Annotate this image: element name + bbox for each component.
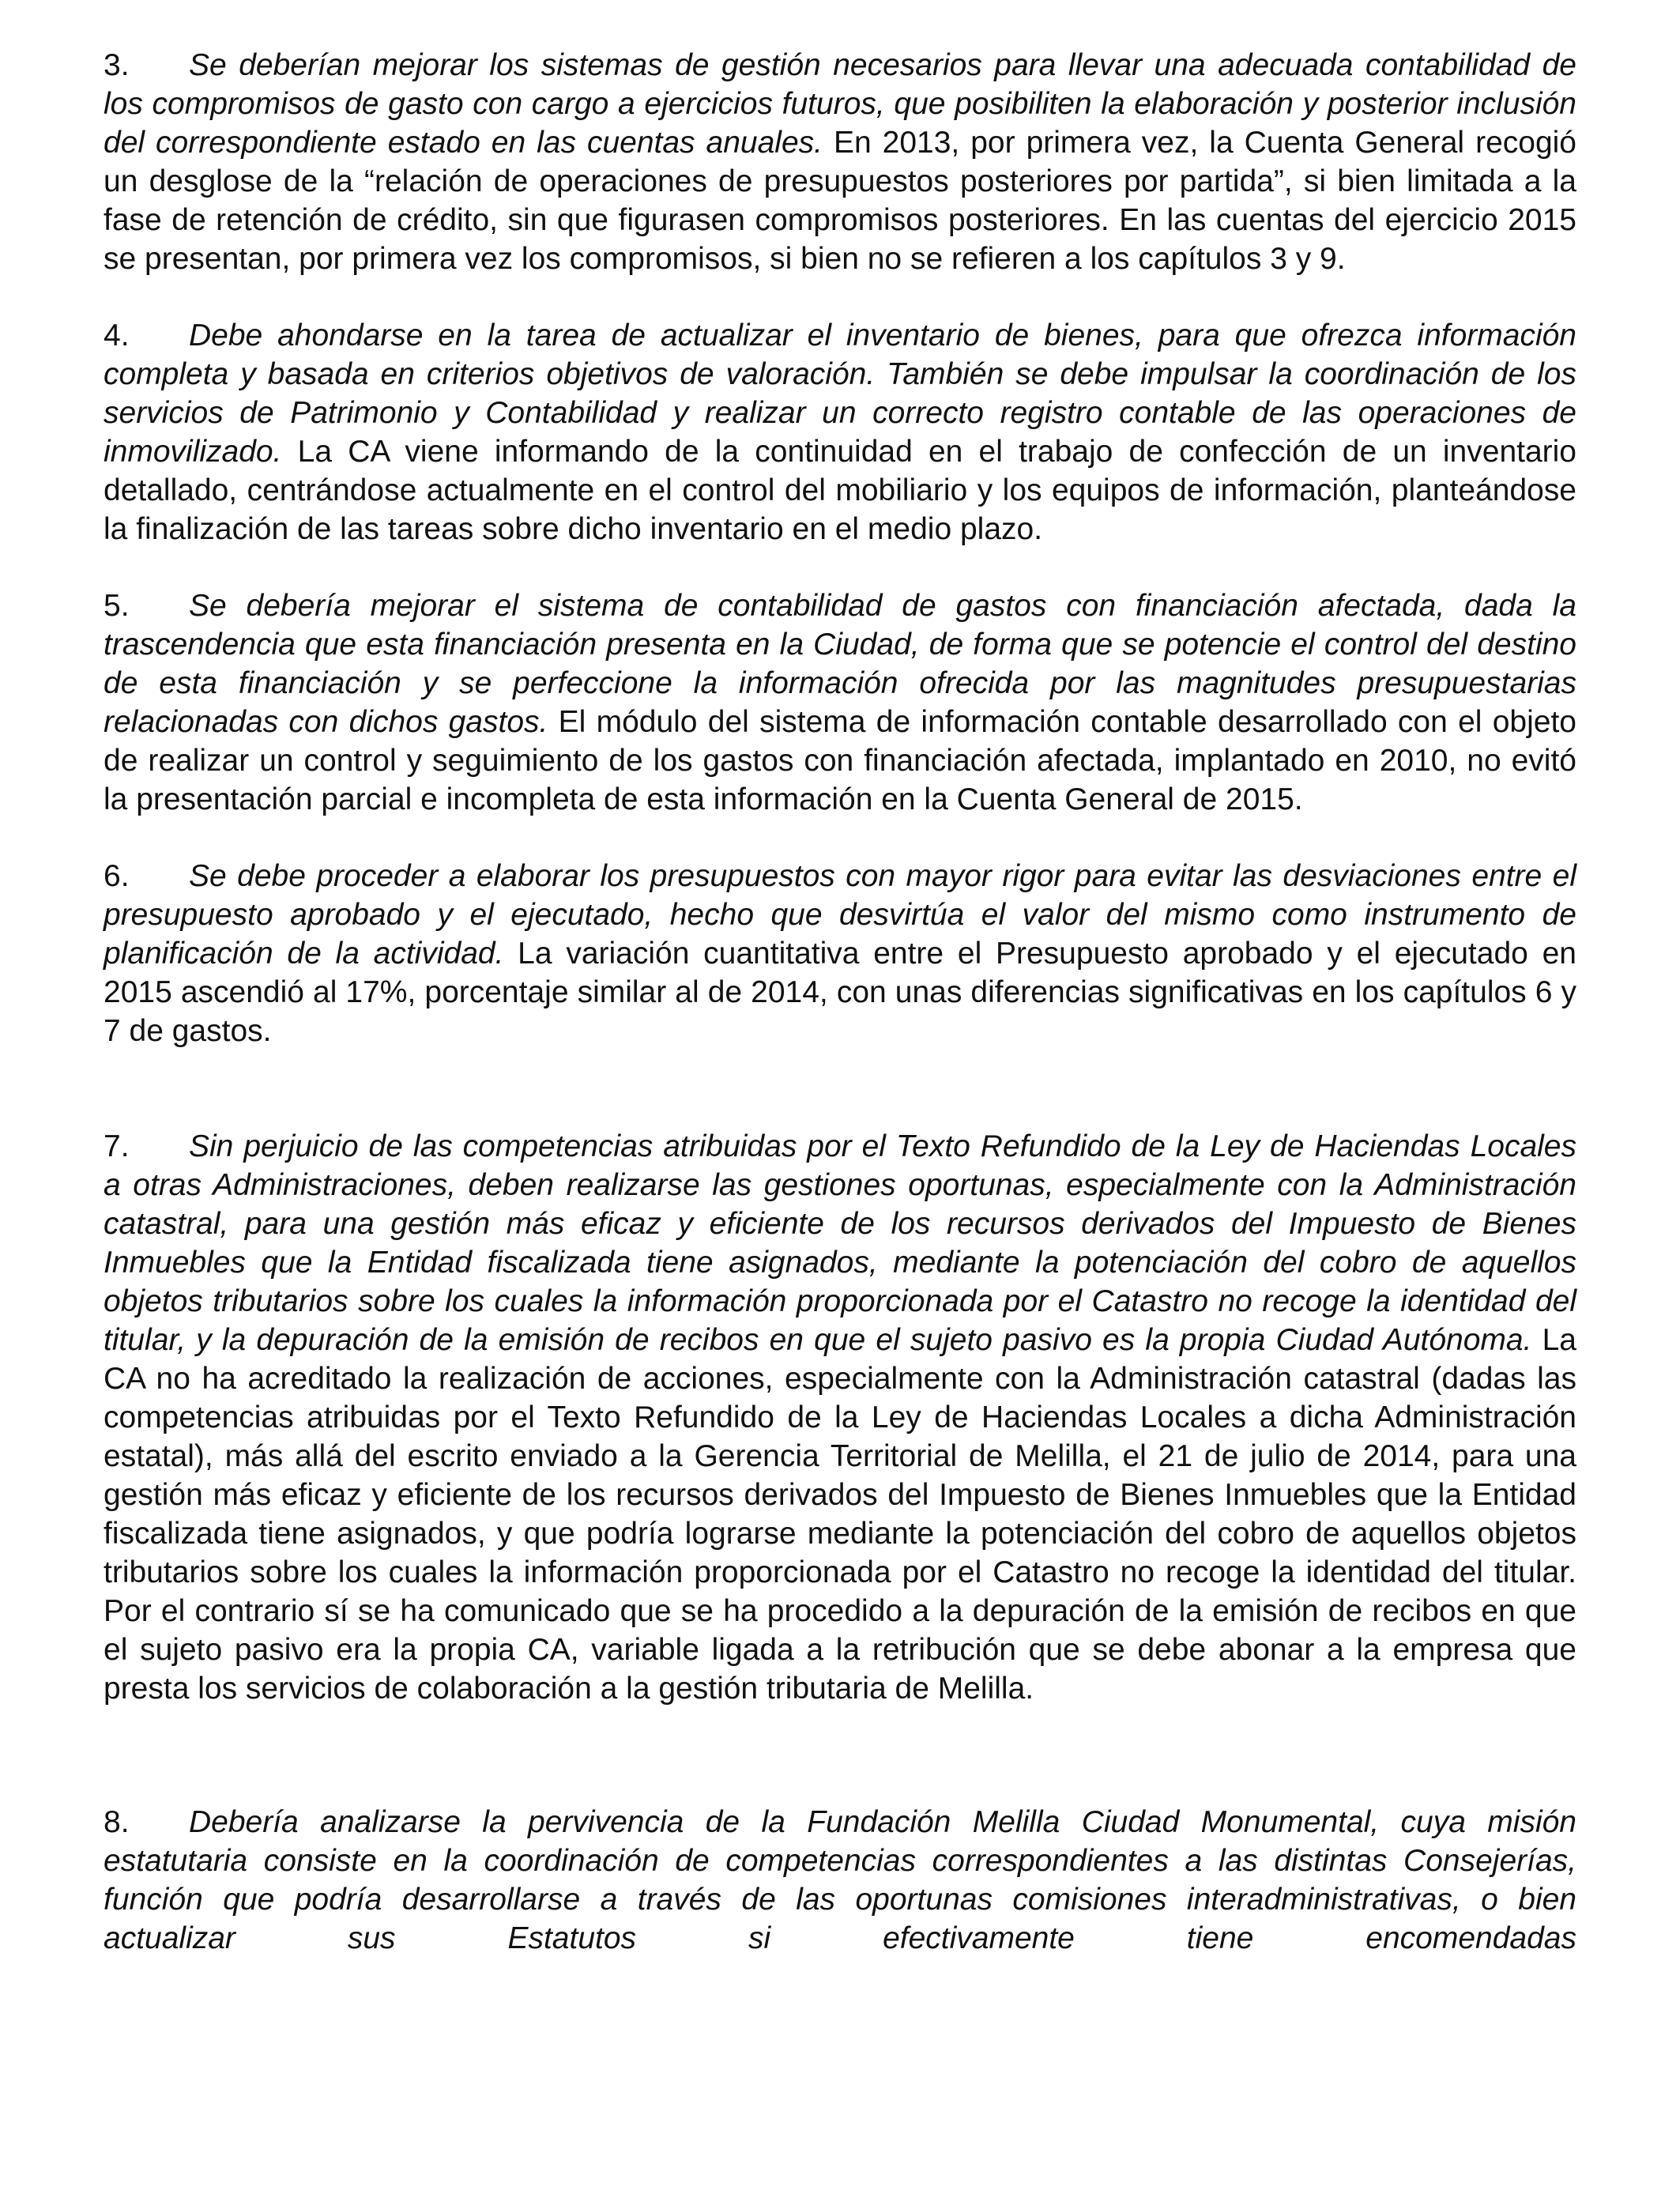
paragraph-number: 5. bbox=[104, 589, 130, 623]
paragraph-number: 3. bbox=[104, 48, 130, 82]
paragraph-number: 8. bbox=[104, 1805, 130, 1839]
recommendation-text: Debe ahondarse en la tarea de actualizar el inventario de bienes, para que ofrezca información completa y basada en criterios objetivos de valoración. También se debe impulsar la coordinación de los servicios de Patrimonio y Contabilidad y realizar un correcto registro contable de las operaciones de inmovilizado. bbox=[104, 319, 1576, 469]
status-text: La CA viene informando de la continuidad en el trabajo de confección de un inventario detallado, centrándose actualmente en el control del mobiliario y los equipos de información, planteándose la finalización de las tareas sobre dicho inventario en el medio plazo. bbox=[104, 435, 1576, 546]
recommendation-paragraph-8 bbox=[104, 1803, 1576, 1958]
recommendation-text: Debería analizarse la pervivencia de la Fundación Melilla Ciudad Monumental, cuya misión estatutaria consiste en la coordinación de competencias correspondientes a las distintas Consejerías, función que podría desarrollarse a través de las oportunas comisiones interadministrativas, o bien actualizar sus Estatutos si efectivamente tiene encomendadas bbox=[104, 1805, 1576, 1955]
status-text: La CA no ha acreditado la realización de acciones, especialmente con la Administración catastral (dadas las competencias atribuidas por el Texto Refundido de la Ley de Haciendas Locales a dicha Administración estatal), más allá del escrito enviado a la Gerencia Territorial de Melilla, el 21 de julio de 2014, para una gestión más eficaz y eficiente de los recursos derivados del Impuesto de Bienes Inmuebles que la Entidad fiscalizada tiene asignados, y que podría lograrse mediante la potenciación del cobro de aquellos objetos tributarios sobre los cuales la información proporcionada por el Catastro no recoge la identidad del titular. Por el contrario sí se ha comunicado que se ha procedido a la depuración de la emisión de recibos en que el sujeto pasivo era la propia CA, variable ligada a la retribución que se debe abonar a la empresa que presta los servicios de colaboración a la gestión tributaria de Melilla. bbox=[104, 1323, 1577, 1706]
recommendation-text: Se deberían mejorar los sistemas de gestión necesarios para llevar una adecuada contabilidad de los compromisos de gasto con cargo a ejercicios futuros, que posibiliten la elaboración y posterior inclusión del correspondiente estado en las cuentas anuales. bbox=[104, 48, 1576, 160]
status-text: La variación cuantitativa entre el Presupuesto aprobado y el ejecutado en 2015 ascendió al 17%, porcentaje similar al de 2014, con unas diferencias significativas en los capítulos 6 y 7 de gastos. bbox=[104, 937, 1576, 1048]
recommendation-text: Se debe proceder a elaborar los presupuestos con mayor rigor para evitar las desviaciones entre el presupuesto aprobado y el ejecutado, hecho que desvirtúa el valor del mismo como instrumento de planificación de la actividad. bbox=[104, 859, 1576, 971]
recommendation-text: Se debería mejorar el sistema de contabilidad de gastos con financiación afectada, dada la trascendencia que esta financiación presenta en la Ciudad, de forma que se potencie el control del destino de esta financiación y se perfeccione la información ofrecida por las magnitudes presupuestarias relacionadas con dichos gastos. bbox=[104, 589, 1576, 739]
recommendation-paragraph-4 bbox=[104, 316, 1576, 548]
paragraph-number: 4. bbox=[104, 319, 130, 352]
recommendation-paragraph-5 bbox=[104, 586, 1576, 819]
status-text: En 2013, por primera vez, la Cuenta General recogió un desglose de la “relación de operaciones de presupuestos posteriores por partida”, si bien limitada a la fase de retención de crédito, sin que figurasen compromisos posteriores. En las cuentas del ejercicio 2015 se presentan, por primera vez los compromisos, si bien no se refieren a los capítulos 3 y 9. bbox=[104, 126, 1576, 276]
paragraph-number: 7. bbox=[104, 1129, 130, 1163]
recommendation-text: Sin perjuicio de las competencias atribuidas por el Texto Refundido de la Ley de Haciendas Locales a otras Administraciones, deben realizarse las gestiones oportunas, especialmente con la Administración catastral, para una gestión más eficaz y eficiente de los recursos derivados del Impuesto de Bienes Inmuebles que la Entidad fiscalizada tiene asignados, mediante la potenciación del cobro de aquellos objetos tributarios sobre los cuales la información proporcionada por el Catastro no recoge la identidad del titular, y la depuración de la emisión de recibos en que el sujeto pasivo es la propia Ciudad Autónoma. bbox=[104, 1129, 1576, 1357]
recommendation-paragraph-7 bbox=[104, 1127, 1576, 1708]
status-text: El módulo del sistema de información contable desarrollado con el objeto de realizar un control y seguimiento de los gastos con financiación afectada, implantado en 2010, no evitó la presentación parcial e incompleta de esta información en la Cuenta General de 2015. bbox=[104, 705, 1576, 816]
recommendation-paragraph-6 bbox=[104, 857, 1576, 1050]
paragraph-number: 6. bbox=[104, 859, 130, 893]
document-page bbox=[104, 46, 1576, 1958]
recommendation-paragraph-3 bbox=[104, 46, 1576, 278]
